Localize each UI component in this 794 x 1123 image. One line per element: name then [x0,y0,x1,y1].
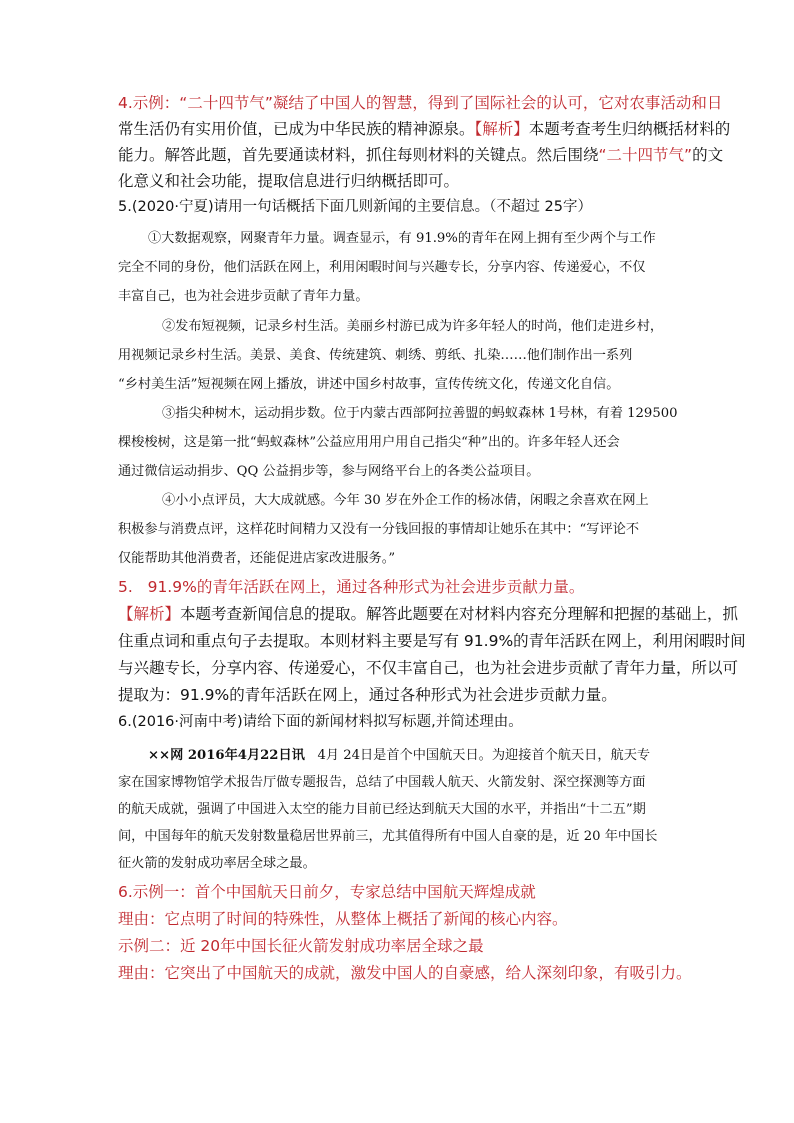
q5-analysis-line-2: 住重点词和重点句子去提取。本则材料主要是写有 91.9%的青年活跃在网上，利用闲暇时间 [118,632,746,650]
q5-analysis-line-4: 提取为：91.9%的青年活跃在网上，通过各种形式为社会进步贡献力量。 [118,686,617,704]
q6-material-line: 征火箭的发射成功率居全球之最。 [118,856,316,871]
q5-answer-text: 91.9%的青年活跃在网上，通过各种形式为社会进步贡献力量。 [147,578,585,596]
q5-material-line: 棵梭梭树，这是第一批“蚂蚁森林”公益应用用户用自己指尖“种”出的。许多年轻人还会 [118,435,620,450]
q6-material-line: 间，中国每年的航天发射数量稳居世界前三，尤其值得所有中国人自豪的是，近 20 年中国长 [118,829,658,844]
q4-analysis-tail: 的文 [692,146,724,164]
q5-answer-number: 5. [118,578,133,596]
q5-material-line: ④小小点评员，大大成就感。今年 30 岁在外企工作的杨冰倩，闲暇之余喜欢在网上 [162,493,649,508]
q5-stem: 5.(2020·宁夏)请用一句话概括下面几则新闻的主要信息。（不超过 25字） [118,199,592,215]
q5-material-line: 积极参与消费点评，这样花时间精力又没有一分钱回报的事情却让她乐在其中：“写评论不 [118,522,640,537]
q5-material-line: 用视频记录乡村生活。美景、美食、传统建筑、刺绣、剪纸、扎染……他们制作出一系列 [118,348,633,363]
q5-material-line: 完全不同的身份，他们活跃在网上，利用闲暇时间与兴趣专长，分享内容、传递爱心，不仅 [118,260,646,275]
q5-material-line: 仅能帮助其他消费者，还能促进店家改进服务。” [118,551,396,566]
q4-quote-term: “二十四节气” [598,146,693,164]
q4-answer-text: 常生活仍有实用价值，已成为中华民族的精神源泉。 [118,120,475,138]
q6-answer-line: 6.示例一：首个中国航天日前夕，专家总结中国航天辉煌成就 [118,883,536,901]
q4-analysis-line-2 [118,144,723,166]
q5-material-line: 丰富自己，也为社会进步贡献了青年力量。 [118,289,369,304]
analysis-tag: 【解析】 [474,120,529,138]
q4-answer-line-2 [118,118,730,140]
q5-analysis-text: 本题考查新闻信息的提取。解答此题要在对材料内容充分理解和把握的基础上，抓 [180,605,739,623]
q5-material-line: “乡村美生活”短视频在网上播放，讲述中国乡村故事，宣传传统文化，传递文化自信。 [118,377,620,392]
q6-material-line: 家在国家博物馆学术报告厅做专题报告，总结了中国载人航天、火箭发射、深空探测等方面 [118,775,646,790]
q6-answer-line: 理由：它点明了时间的特殊性，从整体上概括了新闻的核心内容。 [118,910,568,928]
q5-material-line: 通过微信运动捐步、QQ 公益捐步等，参与网络平台上的各类公益项目。 [118,464,540,479]
q5-material-line: ②发布短视频，记录乡村生活。美丽乡村游已成为许多年轻人的时尚，他们走进乡村， [162,319,664,334]
q4-analysis-text: 本题考查考生归纳概括材料的 [528,120,731,138]
q4-analysis-line-3: 化意义和社会功能，提取信息进行归纳概括即可。 [118,172,460,190]
q5-analysis-line-1 [118,603,738,625]
q6-material-text: 4月 24日是首个中国航天日。为迎接首个航天日，航天专 [317,748,651,763]
q5-analysis-line-3: 与兴趣专长，分享内容、传递爱心，不仅丰富自己，也为社会进步贡献了青年力量，所以可 [118,659,739,677]
q5-material-line: ①大数据观察，网聚青年力量。调查显示，有 91.9%的青年在网上拥有至少两个与工作 [148,231,656,246]
analysis-tag: 【解析】 [118,605,181,623]
q6-stem: 6.(2016·河南中考)请给下面的新闻材料拟写标题,并简述理由。 [118,714,523,730]
q6-material-line: 的航天成就，强调了中国进入太空的能力目前已经达到航天大国的水平，并指出“十二五”期 [118,802,646,817]
q6-material-line-1 [148,746,650,766]
q4-answer-line-1: 4.示例：“二十四节气”凝结了中国人的智慧，得到了国际社会的认可，它对农事活动和日 [118,94,723,112]
q6-answer-line: 理由：它突出了中国航天的成就，激发中国人的自豪感，给人深刻印象，有吸引力。 [118,964,692,982]
q6-answer-line: 示例二：近 20年中国长征火箭发射成功率居全球之最 [118,937,484,955]
q5-answer [118,576,584,598]
q4-analysis-text: 能力。解答此题，首先要通读材料，抓住每则材料的关键点。然后围绕 [118,146,599,164]
q5-material-line: ③指尖种树木，运动捐步数。位于内蒙古西部阿拉善盟的蚂蚁森林 1号林，有着 129500 [162,406,678,421]
q6-material-lead: ××网 2016年4月22日讯 [148,748,305,763]
